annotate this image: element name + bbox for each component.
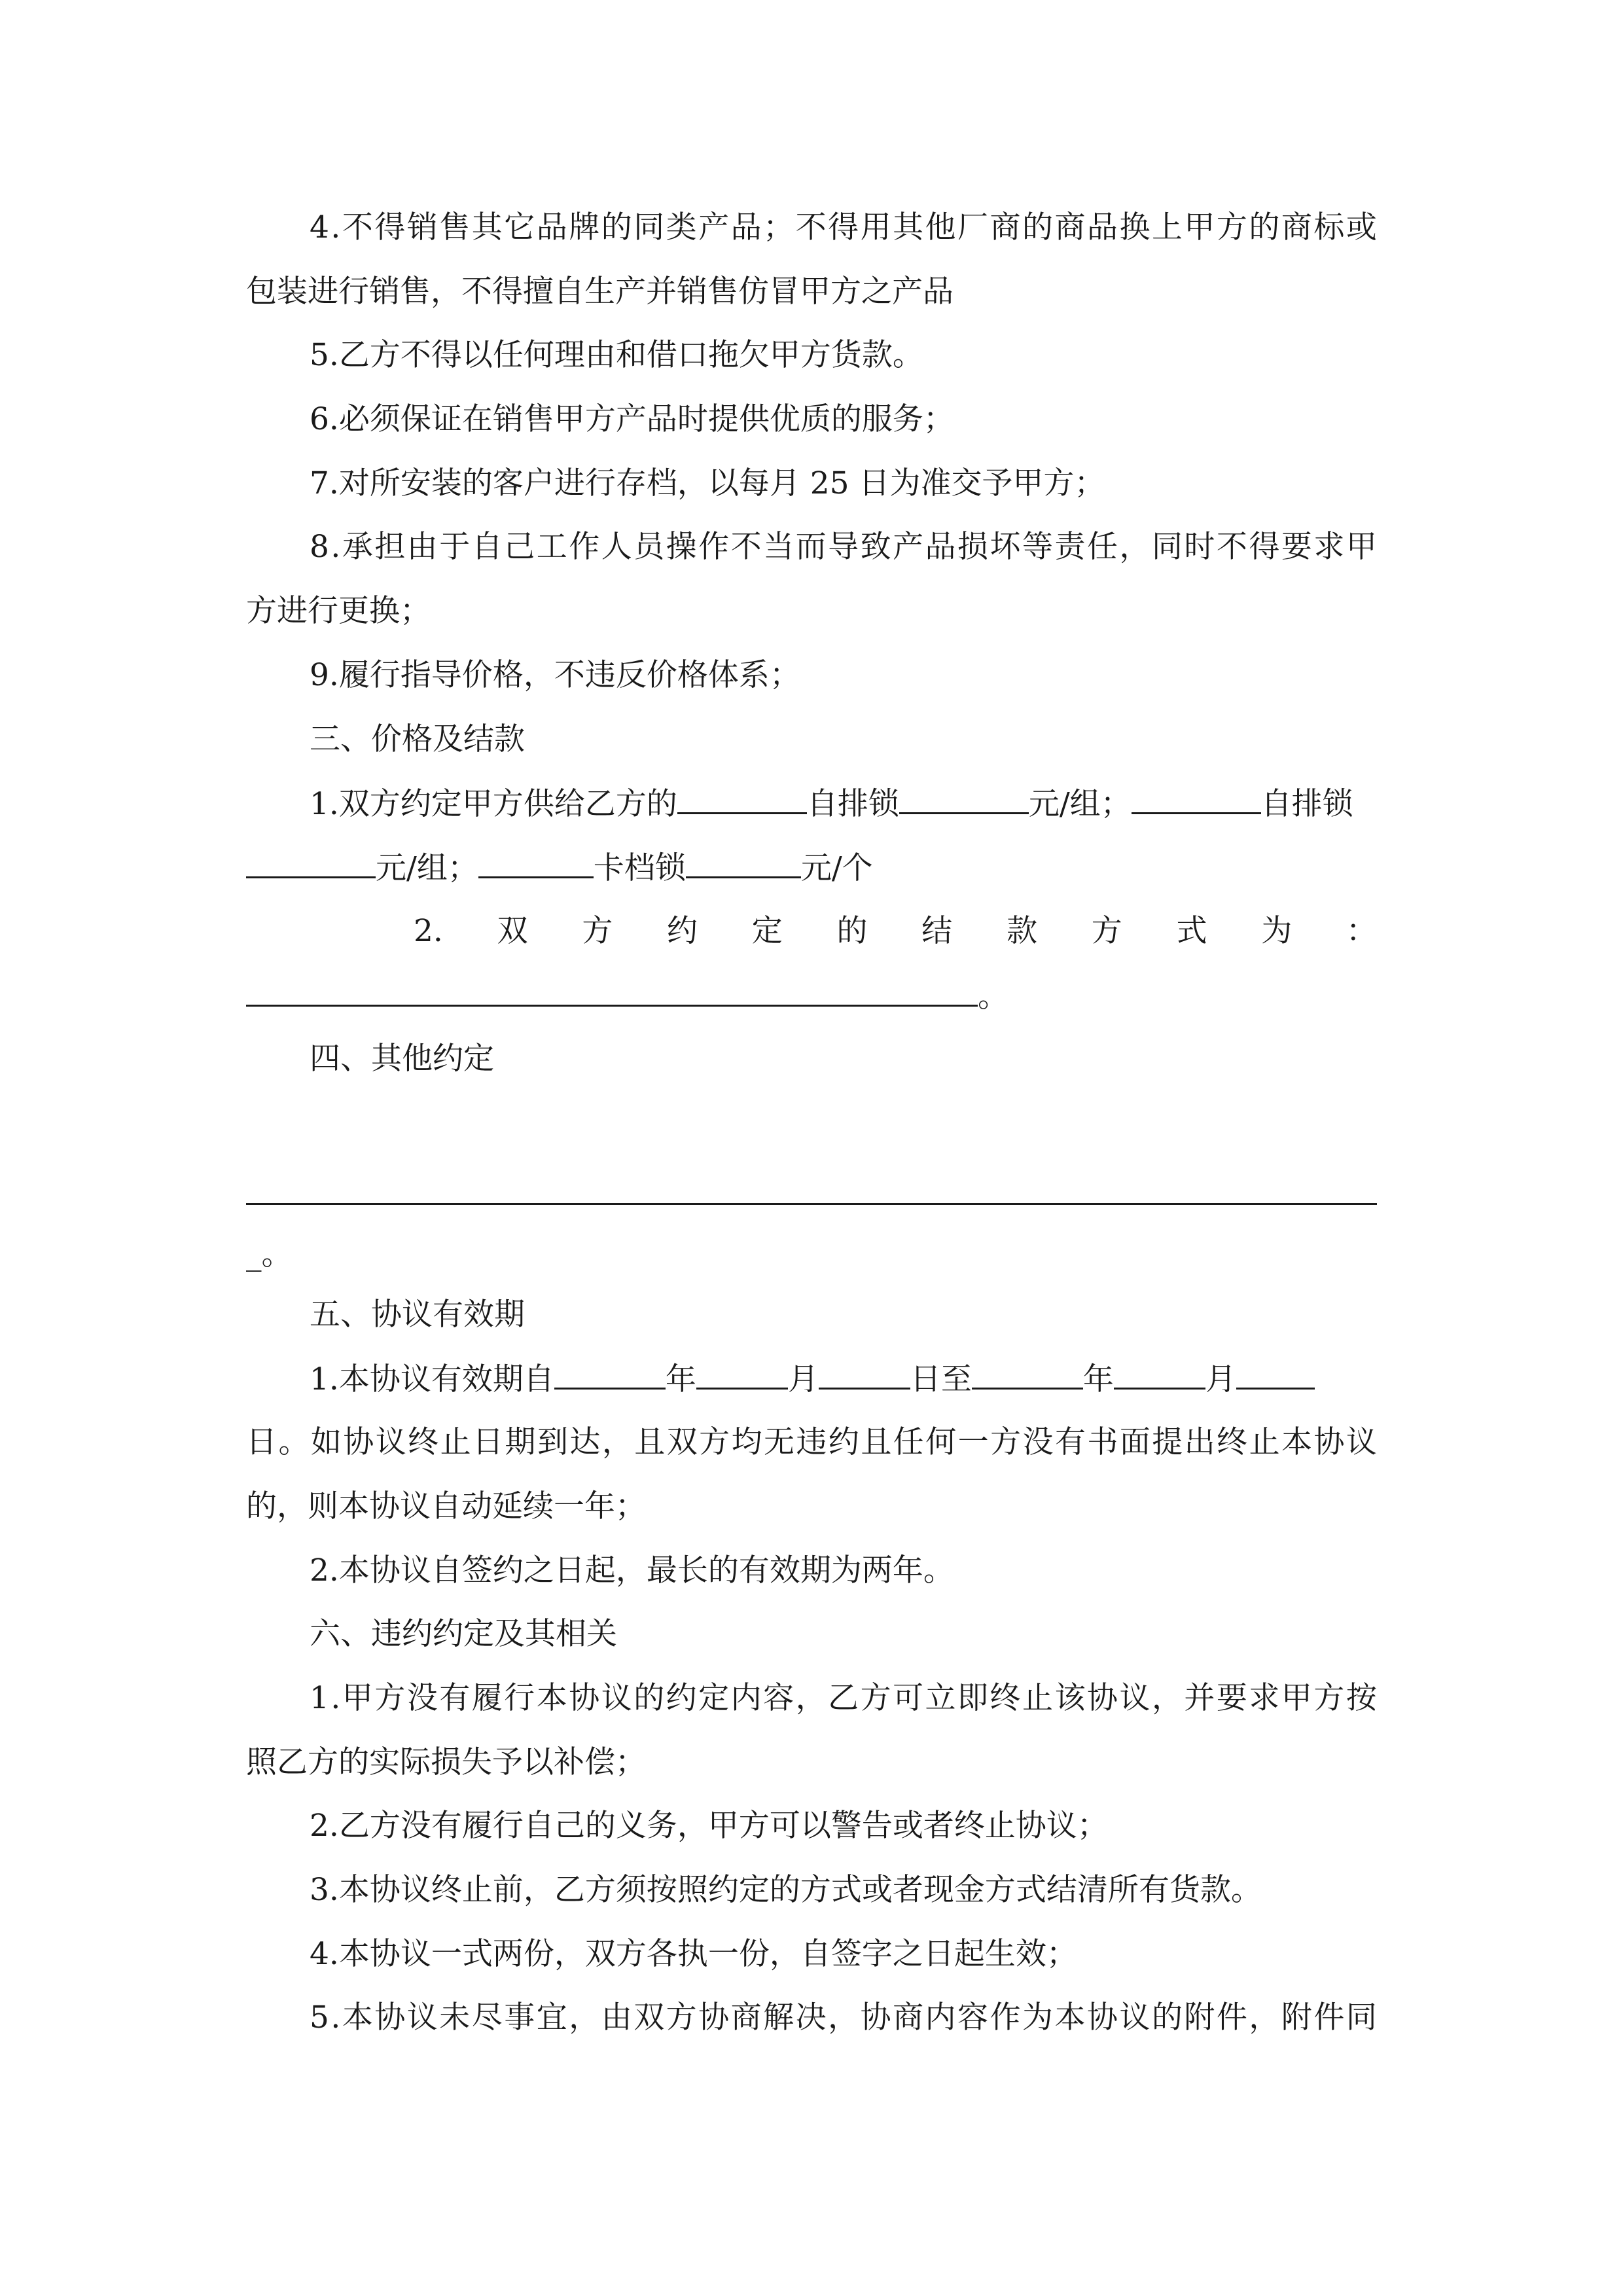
breach-clause-3: 3.本协议终止前，乙方须按照约定的方式或者现金方式结清所有货款。 [310, 1872, 1262, 1908]
breach-clause-5: 5 . 本 协 议 未 尽 事 宜 ， 由 双 方 协 商 解 决 ， 协 商 内 容 作 为 本 协 议 的 附 件 ， 附 件 同 [310, 2000, 1377, 2036]
price-text-6: 卡档锁 [593, 850, 686, 886]
settlement-char: 为 [1261, 913, 1293, 949]
price-clause-line-1 [310, 783, 1377, 824]
blank-field[interactable] [478, 848, 594, 878]
clause-2-9: 9.履行指导价格，不违反价格体系； [310, 657, 800, 693]
breach-clause-1-line-2: 照乙方的实际损失予以补偿； [246, 1744, 646, 1780]
settlement-end: 。 [978, 978, 1008, 1014]
term-text-3: 月 [787, 1361, 819, 1397]
settlement-char: 方 [582, 913, 613, 949]
price-text-3: 元/组； [1028, 786, 1132, 822]
blank-field[interactable] [696, 1359, 788, 1390]
settlement-char: 定 [751, 913, 783, 949]
term-clause-line-1 [310, 1359, 1377, 1399]
term-text-6: 月 [1205, 1361, 1236, 1397]
term-clause-line-3: 的，则本协议自动延续一年； [246, 1488, 646, 1524]
settlement-char: 的 [836, 913, 868, 949]
settlement-clause-line-2 [246, 976, 1377, 1016]
settlement-char: 款 [1006, 913, 1037, 949]
clause-2-4-line-1: 4 . 不 得 销 售 其 它 品 牌 的 同 类 产 品 ； 不 得 用 其 他 厂 商 的 商 品 换 上 甲 方 的 商 标 或 [310, 209, 1377, 245]
blank-field[interactable] [246, 976, 978, 1007]
term-text-5: 年 [1082, 1361, 1114, 1397]
settlement-char: 双 [497, 913, 528, 949]
blank-field[interactable] [677, 783, 807, 814]
settlement-char: ： [1346, 913, 1377, 949]
blank-field[interactable] [1236, 1359, 1315, 1390]
term-clause-2: 2.本协议自签约之日起，最长的有效期为两年。 [310, 1552, 954, 1588]
settlement-char: 结 [921, 913, 953, 949]
clause-2-8-line-2: 方进行更换； [246, 593, 431, 629]
price-text-2: 自排锁 [806, 786, 899, 822]
breach-clause-1-line-1: 1 . 甲 方 没 有 履 行 本 协 议 的 约 定 内 容 ， 乙 方 可 立 即 终 止 该 协 议 ， 并 要 求 甲 方 按 [310, 1680, 1377, 1716]
blank-line-other-terms[interactable] [246, 1203, 1377, 1205]
clause-2-8-line-1: 8 . 承 担 由 于 自 己 工 作 人 员 操 作 不 当 而 导 致 产 品 损 坏 等 责 任 ， 同 时 不 得 要 求 甲 [310, 529, 1377, 565]
section-4-heading: 四、其他约定 [310, 1041, 494, 1077]
term-clause-line-2: 日 。 如 协 议 终 止 日 期 到 达 ， 且 双 方 均 无 违 约 且 任 何 一 方 没 有 书 面 提 出 终 止 本 协 议 [246, 1424, 1377, 1460]
term-text-1: 1.本协议有效期自 [310, 1361, 554, 1397]
term-text-2: 年 [665, 1361, 696, 1397]
section-4-end: _。 [246, 1236, 293, 1272]
section-3-heading: 三、价格及结款 [310, 721, 525, 757]
term-text-4: 日至 [910, 1361, 972, 1397]
blank-field[interactable] [246, 848, 376, 878]
clause-2-4-line-2: 包装进行销售，不得擅自生产并销售仿冒甲方之产品 [246, 274, 954, 310]
price-text-1: 1.双方约定甲方供给乙方的 [310, 786, 677, 822]
price-text-7: 元/个 [800, 850, 873, 886]
breach-clause-2: 2.乙方没有履行自己的义务，甲方可以警告或者终止协议； [310, 1808, 1108, 1844]
settlement-clause-line-1 [414, 912, 1377, 951]
blank-field[interactable] [1132, 783, 1261, 814]
clause-2-7: 7.对所安装的客户进行存档，以每月 25 日为准交予甲方； [310, 465, 1105, 501]
settlement-char: 约 [667, 913, 698, 949]
breach-clause-4: 4.本协议一式两份，双方各执一份，自签字之日起生效； [310, 1936, 1077, 1972]
section-6-heading: 六、违约约定及其相关 [310, 1616, 617, 1652]
settlement-char: 2. [414, 913, 443, 949]
settlement-char: 式 [1176, 913, 1207, 949]
price-text-5: 元/组； [376, 850, 478, 886]
blank-field[interactable] [554, 1359, 666, 1390]
clause-2-5: 5.乙方不得以任何理由和借口拖欠甲方货款。 [310, 337, 923, 373]
price-text-4: 自排锁 [1260, 786, 1353, 822]
blank-field[interactable] [1114, 1359, 1205, 1390]
blank-field[interactable] [899, 783, 1029, 814]
blank-field[interactable] [972, 1359, 1083, 1390]
settlement-char: 方 [1091, 913, 1122, 949]
clause-2-6: 6.必须保证在销售甲方产品时提供优质的服务； [310, 401, 954, 437]
blank-field[interactable] [686, 848, 801, 878]
section-5-heading: 五、协议有效期 [310, 1297, 525, 1333]
blank-field[interactable] [819, 1359, 910, 1390]
price-clause-line-2 [246, 848, 1377, 888]
